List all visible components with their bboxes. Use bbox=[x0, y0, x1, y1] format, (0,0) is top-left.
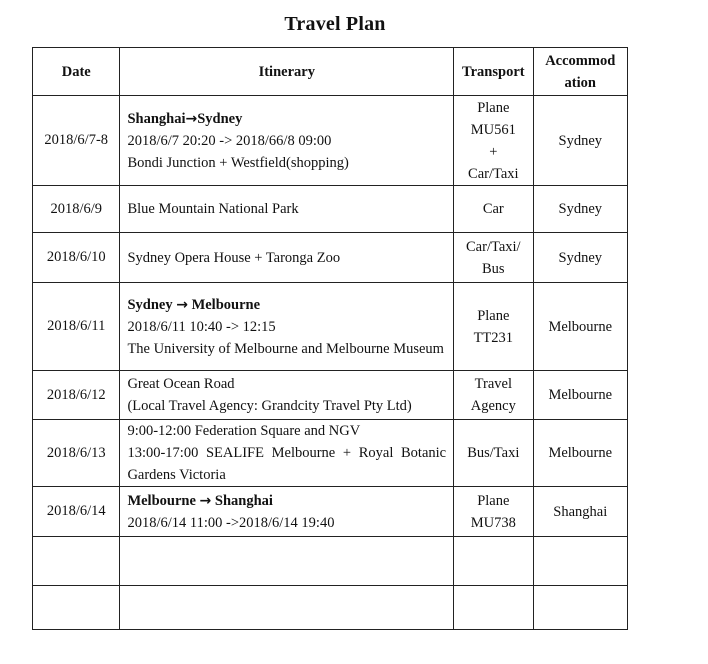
header-date: Date bbox=[33, 48, 120, 96]
itinerary-cell bbox=[120, 371, 454, 420]
route-heading bbox=[127, 490, 446, 512]
transport-line: MU561 bbox=[470, 121, 516, 138]
itinerary-line: Bondi Junction + Westfield(shopping) bbox=[127, 154, 349, 171]
empty-cell bbox=[533, 537, 628, 586]
itinerary-cell bbox=[120, 186, 454, 233]
itinerary-line: Blue Mountain National Park bbox=[127, 201, 299, 217]
page-title: Travel Plan bbox=[284, 13, 386, 35]
transport-line: Plane bbox=[477, 99, 510, 116]
empty-cell bbox=[533, 586, 628, 630]
itinerary-line: Sydney Opera House + Taronga Zoo bbox=[127, 249, 341, 266]
transport-line: Travel bbox=[474, 376, 512, 392]
empty-cell bbox=[454, 586, 533, 630]
arrow-right-icon: → bbox=[185, 110, 198, 127]
route-to: Shanghai bbox=[214, 492, 273, 509]
empty-cell bbox=[120, 537, 454, 586]
transport-cell bbox=[454, 371, 533, 420]
transport-cell bbox=[454, 233, 533, 283]
header-accommodation-line2: ation bbox=[564, 74, 596, 91]
table-row bbox=[33, 371, 628, 420]
route-from: Melbourne bbox=[127, 492, 196, 509]
travel-plan-table bbox=[32, 47, 628, 630]
transport-line: MU738 bbox=[470, 514, 516, 531]
accommodation-cell: Sydney bbox=[533, 233, 628, 283]
itinerary-line: The University of Melbourne and Melbourne Museum bbox=[127, 340, 444, 357]
accommodation-cell: Melbourne bbox=[533, 420, 628, 487]
empty-row bbox=[33, 586, 628, 630]
itinerary-line: (Local Travel Agency: Grandcity Travel Pty Ltd) bbox=[127, 398, 412, 414]
date-cell: 2018/6/13 bbox=[33, 420, 120, 487]
header-itinerary: Itinerary bbox=[120, 48, 454, 96]
header-accommodation-line1: Accommod bbox=[545, 52, 616, 69]
date-cell: 2018/6/14 bbox=[33, 487, 120, 537]
route-to: Melbourne bbox=[191, 296, 261, 313]
accommodation-cell: Sydney bbox=[533, 96, 628, 186]
transport-line: TT231 bbox=[473, 329, 514, 346]
accommodation-cell: Melbourne bbox=[533, 371, 628, 420]
transport-line: Agency bbox=[470, 398, 516, 414]
empty-row bbox=[33, 537, 628, 586]
table-row bbox=[33, 283, 628, 371]
itinerary-cell bbox=[120, 487, 454, 537]
itinerary-cell bbox=[120, 420, 454, 487]
arrow-right-icon: → bbox=[176, 296, 188, 313]
transport-line: Bus/Taxi bbox=[467, 445, 520, 461]
table-row bbox=[33, 96, 628, 186]
route-heading bbox=[127, 108, 446, 130]
date-cell: 2018/6/11 bbox=[33, 283, 120, 371]
transport-line: Car bbox=[482, 201, 504, 217]
route-to: Sydney bbox=[197, 110, 243, 127]
accommodation-cell: Sydney bbox=[533, 186, 628, 233]
table-row bbox=[33, 420, 628, 487]
empty-cell bbox=[120, 586, 454, 630]
route-from: Shanghai bbox=[127, 110, 186, 127]
empty-cell bbox=[454, 537, 533, 586]
date-cell: 2018/6/9 bbox=[33, 186, 120, 233]
accommodation-cell: Melbourne bbox=[533, 283, 628, 371]
itinerary-line: Great Ocean Road bbox=[127, 376, 235, 392]
date-cell: 2018/6/10 bbox=[33, 233, 120, 283]
transport-cell bbox=[454, 96, 533, 186]
itinerary-line: 2018/6/11 10:40 -> 12:15 bbox=[127, 318, 276, 335]
transport-line: + bbox=[489, 143, 498, 160]
transport-line: Bus bbox=[482, 260, 505, 277]
table-row bbox=[33, 487, 628, 537]
route-from: Sydney bbox=[127, 296, 173, 313]
accommodation-cell: Shanghai bbox=[533, 487, 628, 537]
header-accommodation bbox=[533, 48, 628, 96]
empty-cell bbox=[33, 537, 120, 586]
table-row bbox=[33, 233, 628, 283]
transport-cell bbox=[454, 283, 533, 371]
transport-line: Plane bbox=[477, 492, 510, 509]
transport-line: Car/Taxi bbox=[468, 165, 519, 182]
empty-cell bbox=[33, 586, 120, 630]
date-cell: 2018/6/12 bbox=[33, 371, 120, 420]
date-cell: 2018/6/7-8 bbox=[33, 96, 120, 186]
itinerary-cell bbox=[120, 283, 454, 371]
transport-line: Car/Taxi/ bbox=[466, 238, 521, 255]
arrow-right-icon: → bbox=[199, 492, 212, 509]
itinerary-cell bbox=[120, 233, 454, 283]
itinerary-cell bbox=[120, 96, 454, 186]
itinerary-line: 13:00-17:00 SEALIFE Melbourne + Royal Botanic Gardens Victoria bbox=[127, 445, 447, 483]
itinerary-line: 2018/6/7 20:20 -> 2018/66/8 09:00 bbox=[127, 132, 332, 149]
transport-cell bbox=[454, 186, 533, 233]
table-row bbox=[33, 186, 628, 233]
header-row bbox=[33, 48, 628, 96]
transport-cell bbox=[454, 487, 533, 537]
route-heading bbox=[127, 294, 446, 316]
transport-line: Plane bbox=[477, 307, 510, 324]
itinerary-line: 2018/6/14 11:00 ->2018/6/14 19:40 bbox=[127, 514, 335, 531]
itinerary-line: 9:00-12:00 Federation Square and NGV bbox=[127, 423, 361, 439]
header-transport: Transport bbox=[454, 48, 533, 96]
transport-cell bbox=[454, 420, 533, 487]
